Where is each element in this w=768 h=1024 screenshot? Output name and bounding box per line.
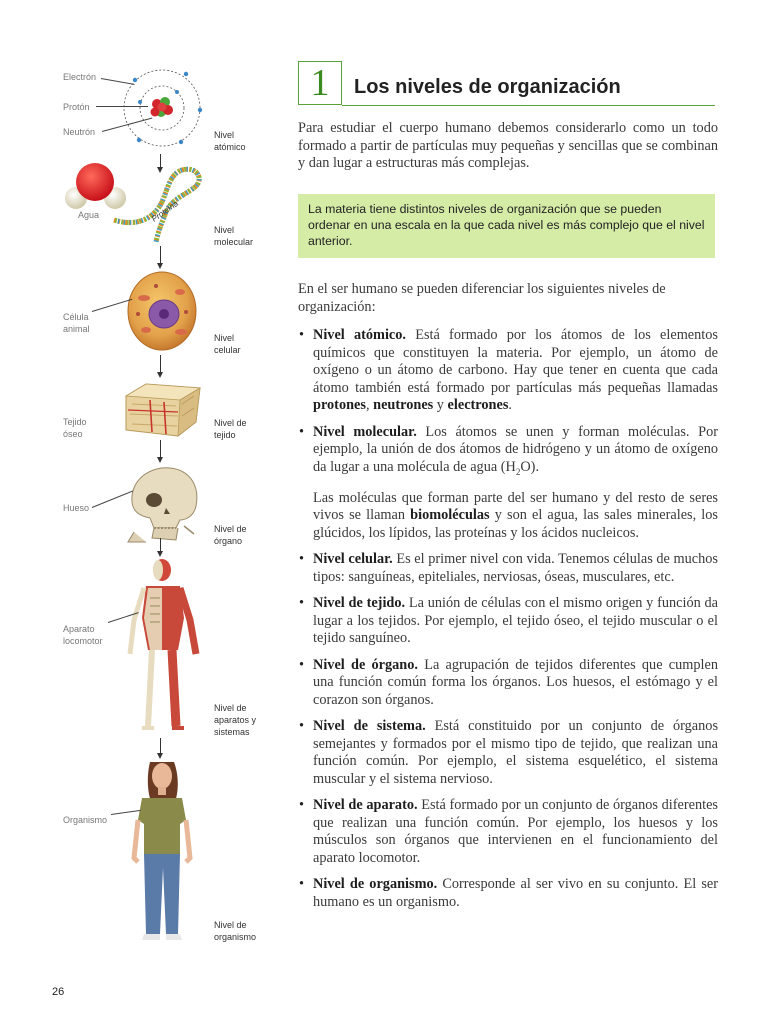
organism-label: Organismo bbox=[63, 815, 108, 825]
level-cellular-label: Nivel celular bbox=[214, 333, 241, 355]
term: Nivel de órgano. bbox=[313, 656, 418, 673]
term: Nivel molecular. bbox=[313, 423, 417, 440]
arrow-down-icon bbox=[160, 538, 161, 552]
level-molecular-label: Nivel molecular bbox=[214, 225, 254, 247]
term: Nivel de organismo. bbox=[313, 876, 438, 893]
water-label: Agua bbox=[78, 210, 100, 220]
level-systems-label: Nivel de aparatos y sistemas bbox=[214, 703, 257, 737]
protein-label: Proteína bbox=[149, 198, 180, 224]
atom-illustration bbox=[115, 62, 210, 154]
term: Nivel de sistema. bbox=[313, 718, 426, 735]
bone-label: Hueso bbox=[63, 503, 90, 513]
levels-list bbox=[298, 327, 718, 920]
level-tissue-label: Nivel de tejido bbox=[214, 418, 247, 440]
list-item-cellular: • Nivel celular. Es el primer nivel con vida. Tenemos células de muchos tipos: sanguíneas, epiteliales, nerviosas, óseas, musculares, etc. bbox=[298, 551, 718, 586]
protein-chain-illustration bbox=[110, 164, 210, 246]
bone-tissue-illustration bbox=[122, 380, 202, 438]
biomolecules-paragraph: Las moléculas que forman parte del ser humano y del resto de seres vivos se llaman biomoléculas y son el agua, las sales minerales, los glúcidos, los lípidos, las proteínas y los ácidos nucleicos. bbox=[313, 489, 718, 541]
list-item-apparatus: • Nivel de aparato. Está formado por un conjunto de órganos diferentes que realizan una función común. Por ejemplo, los huesos y los músculos son órganos que intervienen en el funcionamiento del aparato locomotor. bbox=[298, 797, 718, 867]
animal-cell-illustration bbox=[126, 270, 198, 352]
list-item-system: • Nivel de sistema. Está constituido por un conjunto de órganos semejantes y formados por el mismo tipo de tejido, que realizan una función común. Por ejemplo, el sistema esquelético, el sistema muscular y el sistema nervioso. bbox=[298, 718, 718, 788]
term: Nivel de aparato. bbox=[313, 797, 418, 814]
cell-label: Célula animal bbox=[63, 312, 90, 334]
section-number: 1 bbox=[298, 61, 342, 105]
section-title-rule bbox=[342, 105, 715, 106]
list-item-tissue: • Nivel de tejido. La unión de células con el mismo origen y función da lugar a los tejidos. Por ejemplo, el tejido óseo, el tejido muscular o el tejido sanguíneo. bbox=[298, 595, 718, 648]
skull-illustration bbox=[124, 464, 202, 546]
lead-paragraph: En el ser humano se pueden diferenciar los siguientes niveles de organización: bbox=[298, 281, 666, 315]
proton-pointer bbox=[96, 106, 148, 107]
list-item-molecular: • Nivel molecular. Los átomos se unen y forman moléculas. Por ejemplo, la unión de dos átomos de hidrógeno y un átomo de oxígeno da lugar a una molécula de agua $(H_2O)$. Las moléculas que forman parte del ser humano y del resto de seres vivos se llaman biomoléculas y son el agua, las sales minerales, los glúcidos, los lípidos, las proteínas y los ácidos nucleicos. bbox=[298, 424, 718, 543]
list-item-organism: • Nivel de organismo. Corresponde al ser vivo en su conjunto. El ser humano es un organismo. bbox=[298, 876, 718, 911]
bone-tissue-label: Tejido óseo bbox=[63, 417, 87, 439]
term: Nivel celular. bbox=[313, 551, 393, 568]
intro-paragraph: Para estudiar el cuerpo humano debemos considerarlo como un todo formado a partir de partículas muy pequeñas y sencillas que se combinan y dan lugar a estructuras más complejas. bbox=[298, 120, 718, 171]
locomotor-label: Aparato locomotor bbox=[63, 624, 103, 646]
highlight-text: La materia tiene distintos niveles de organización que se pueden ordenar en una escala en la que cada nivel es más complejo que el nivel anterior. bbox=[308, 202, 705, 248]
level-organism-label: Nivel de organismo bbox=[214, 920, 257, 942]
electron-label: Electrón bbox=[63, 72, 97, 82]
proton-label: Protón bbox=[63, 102, 90, 112]
arrow-down-icon bbox=[160, 738, 161, 754]
term: Nivel atómico. bbox=[313, 327, 406, 343]
term: Nivel de tejido. bbox=[313, 595, 406, 612]
section-title: Los niveles de organización bbox=[354, 76, 621, 98]
neutron-label: Neutrón bbox=[63, 127, 96, 137]
list-item-organ: • Nivel de órgano. La agrupación de tejidos diferentes que cumplen una función común forma los órganos. Los huesos, el estómago y el corazon son órganos. bbox=[298, 657, 718, 710]
highlight-box bbox=[298, 194, 715, 258]
arrow-down-icon bbox=[160, 440, 161, 458]
organism-illustration bbox=[130, 758, 194, 944]
locomotor-system-illustration bbox=[124, 558, 204, 734]
arrow-down-icon bbox=[160, 355, 161, 373]
arrow-down-icon bbox=[160, 246, 161, 264]
list-item-atomic: • Nivel atómico. Está formado por los átomos de los elementos químicos que constituyen la materia. Por ejemplo, un átomo de oxígeno o un átomo de carbono. Hay que tener en cuenta que cada átomo también está formado por partículas más pequeñas llamadas protones, neutrones y electrones. bbox=[298, 327, 718, 415]
level-atomic-label: Nivel atómico bbox=[214, 130, 246, 152]
level-organ-label: Nivel de órgano bbox=[214, 524, 247, 546]
page-number: 26 bbox=[52, 986, 65, 998]
